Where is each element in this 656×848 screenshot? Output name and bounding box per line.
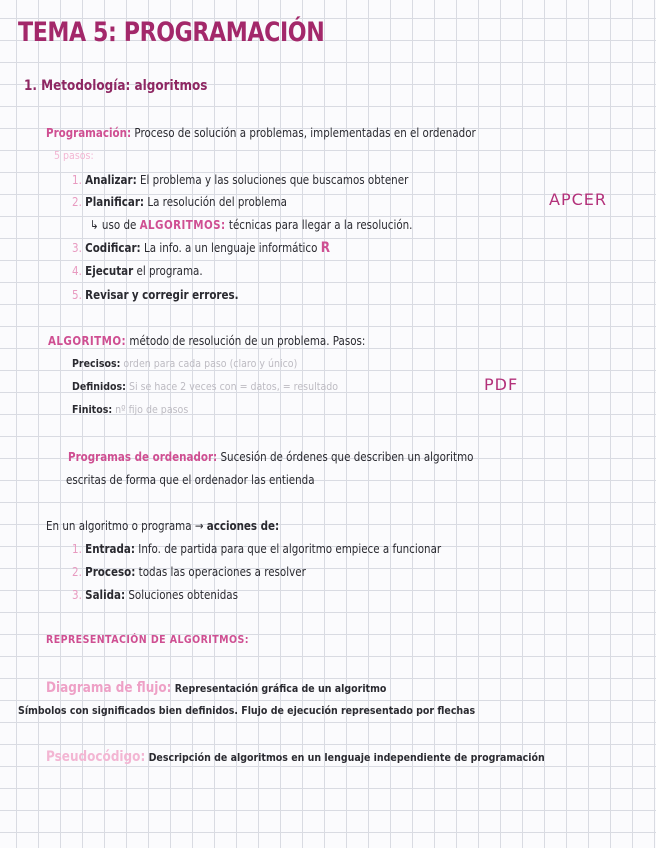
algoritmo-definition xyxy=(48,333,365,349)
accion-text: Info. de partida para que el algoritmo empiece a funcionar xyxy=(138,542,442,556)
step-text: La info. a un lenguaje informático xyxy=(143,241,318,255)
step-text: técnicas para llegar a la resolución. xyxy=(228,218,413,232)
pseudocodigo-term: Pseudocódigo: xyxy=(46,749,146,765)
section-heading-metodologia: 1. Metodología: algoritmos xyxy=(24,78,208,94)
step-number: 2. xyxy=(72,195,82,209)
prop-text: nº fijo de pasos xyxy=(115,403,189,416)
step-2 xyxy=(72,194,287,210)
step-number: 4. xyxy=(72,264,82,278)
accion-term: Entrada: xyxy=(85,542,136,556)
accion-number: 1. xyxy=(72,542,82,556)
arrow-text: ↳ uso de xyxy=(90,218,137,232)
pseudocodigo-def: Descripción de algoritmos en un lenguaje independiente de programación xyxy=(148,751,545,764)
step-text: La resolución del problema xyxy=(147,195,287,209)
page-title: TEMA 5: PROGRAMACIÓN xyxy=(18,17,325,48)
algoritmo-def: método de resolución de un problema. Pasos: xyxy=(129,334,366,348)
diagrama-term: Diagrama de flujo: xyxy=(46,680,172,696)
programas-term: Programas de ordenador: xyxy=(68,450,218,464)
prop-term: Finitos: xyxy=(72,403,113,416)
step-3 xyxy=(72,240,330,256)
step-term: Planificar: xyxy=(85,195,145,209)
diagrama-definition xyxy=(46,680,386,697)
accion-number: 3. xyxy=(72,588,82,602)
step-1 xyxy=(72,172,408,188)
step-number: 3. xyxy=(72,241,82,255)
accion-entrada xyxy=(72,541,441,557)
acciones-intro xyxy=(46,518,279,534)
programas-def: Sucesión de órdenes que describen un algoritmo xyxy=(220,450,474,464)
acciones-text: En un algoritmo o programa → xyxy=(46,519,204,533)
prop-term: Definidos: xyxy=(72,380,126,393)
step-term: Codificar: xyxy=(85,241,141,255)
accion-proceso xyxy=(72,564,306,580)
pseudocodigo-definition xyxy=(46,749,545,766)
step-text: El problema y las soluciones que buscamos obtener xyxy=(139,173,409,187)
step-number: 5. xyxy=(72,288,82,302)
accion-number: 2. xyxy=(72,565,82,579)
programacion-term: Programación: xyxy=(46,126,132,140)
r-note: R xyxy=(320,240,330,256)
step-5 xyxy=(72,287,239,303)
simbolos-text: Símbolos con significados bien definidos. Flujo de ejecución representado por flechas xyxy=(18,704,476,717)
accion-text: Soluciones obtenidas xyxy=(128,588,238,602)
prop-term: Precisos: xyxy=(72,357,121,370)
programacion-definition xyxy=(46,125,476,141)
step-term: Revisar xyxy=(85,288,129,302)
side-note-pdf: PDF xyxy=(484,375,519,394)
step-term: Ejecutar xyxy=(85,264,134,278)
programacion-def: Proceso de solución a problemas, implementadas en el ordenador xyxy=(134,126,476,140)
pasos-label: 5 pasos: xyxy=(54,149,94,162)
step-text: el programa. xyxy=(136,264,203,278)
step-4 xyxy=(72,263,203,279)
accion-salida xyxy=(72,587,238,603)
step-term: Analizar: xyxy=(85,173,137,187)
accion-text: todas las operaciones a resolver xyxy=(138,565,306,579)
step-number: 1. xyxy=(72,173,82,187)
programas-definition-cont: escritas de forma que el ordenador las entienda xyxy=(66,473,315,487)
prop-precisos xyxy=(72,356,297,372)
side-note-apcer: APCER xyxy=(549,190,607,209)
prop-definidos xyxy=(72,379,338,395)
programas-definition xyxy=(68,449,473,465)
diagrama-def: Representación gráfica de un algoritmo xyxy=(174,682,387,695)
prop-text: orden para cada paso (claro y único) xyxy=(123,357,298,370)
acciones-term: acciones de: xyxy=(206,519,280,533)
accion-term: Salida: xyxy=(85,588,126,602)
representacion-heading: REPRESENTACIÓN DE ALGORITMOS: xyxy=(46,633,249,646)
prop-text: Si se hace 2 veces con = datos, = resultado xyxy=(128,380,339,393)
algoritmo-term: ALGORITMO: xyxy=(48,334,127,348)
algoritmos-term: ALGORITMOS: xyxy=(139,218,226,232)
step-2-algoritmos xyxy=(90,217,412,233)
prop-finitos xyxy=(72,402,188,418)
accion-term: Proceso: xyxy=(85,565,136,579)
step-text: y corregir errores. xyxy=(131,288,239,302)
